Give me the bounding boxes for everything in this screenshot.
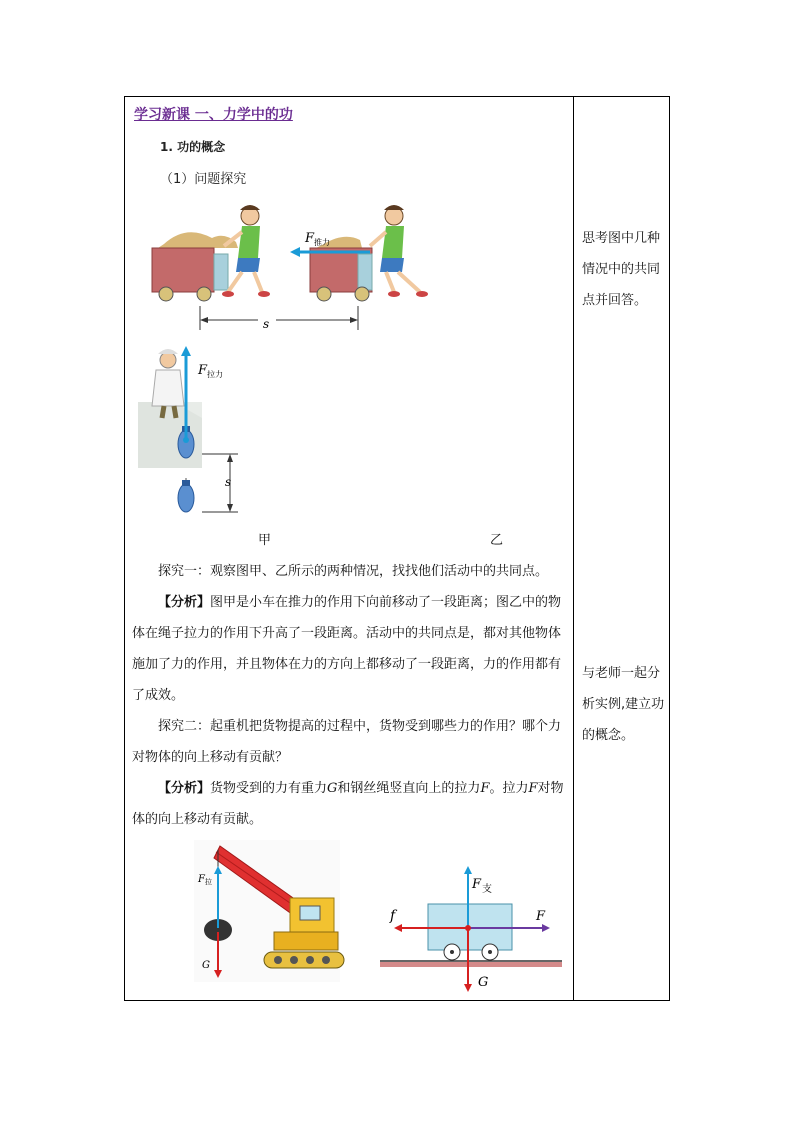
push-force-label: F: [305, 231, 315, 246]
var-g: G: [327, 781, 338, 796]
push-force-arrowhead: [290, 247, 300, 257]
side-note-analyze: 与老师一起分析实例,建立功的概念。: [582, 666, 665, 743]
support-force-label: F: [472, 877, 482, 892]
applied-force-label: F: [536, 909, 546, 924]
caption-right: 乙: [490, 533, 504, 548]
push-force-sub: 推力: [314, 238, 330, 247]
friction-label: f: [390, 908, 396, 924]
side-note-think: 思考图中几种情况中的共同点并回答。: [582, 231, 661, 308]
crane-pull-label: F: [198, 874, 205, 885]
inquiry-subheading: （1）问题探究: [160, 172, 247, 187]
crane-weight-label: G: [202, 960, 210, 971]
var-f2: F: [528, 781, 538, 796]
pull-force-arrowhead: [181, 346, 191, 356]
crane-pull-sub: 拉: [205, 878, 212, 886]
bottle-lower: [178, 484, 194, 512]
inquiry2-question: 探究二：起重机把货物提高的过程中，货物受到哪些力的作用？哪个力对物体的向上移动有贡献？: [132, 719, 562, 765]
section-heading: 学习新课 一、力学中的功: [134, 107, 293, 123]
caption-left: 甲: [258, 533, 272, 548]
inquiry1-analysis-tag: 【分析】: [158, 595, 211, 610]
inquiry2-analysis: [132, 773, 572, 835]
inquiry1-analysis-text: 图甲是小车在推力的作用下向前移动了一段距离；图乙中的物体在绳子拉力的作用下升高了一段距离。活动中的共同点是，都对其他物体施加了力的作用，并且物体在力的方向上都移动了一段距离，力的作用都有了成效。: [132, 595, 562, 703]
pull-force-sub: 拉力: [207, 370, 223, 379]
cart-free-body-diagram: [380, 904, 562, 967]
inquiry2-analysis-part4: 对物体的向上移动有贡献。: [132, 781, 564, 827]
side-column: [574, 96, 670, 1001]
support-force-sub: 支: [482, 884, 492, 895]
concept-subheading: 1. 功的概念: [160, 140, 226, 154]
cart-left: [152, 232, 238, 301]
inquiry2-analysis-tag: 【分析】: [158, 781, 211, 796]
inquiry2-analysis-part3: 。拉力: [489, 781, 529, 796]
inquiry2-analysis-part1: 货物受到的力有重力: [210, 781, 328, 796]
boy-pushing-right: [370, 205, 428, 297]
pull-force-label: F: [198, 363, 208, 378]
lift-distance-label: s: [225, 475, 232, 489]
inquiry-text: [132, 556, 572, 835]
inquiry2-analysis-part2: 和钢丝绳竖直向上的拉力: [337, 781, 481, 796]
inquiry1-question: 探究一：观察图甲、乙所示的两种情况，找找他们活动中的共同点。: [158, 564, 549, 579]
figure-crane-and-cart: [124, 840, 573, 996]
figure-push-and-lift: [124, 196, 573, 546]
var-f: F: [480, 781, 490, 796]
main-column: [124, 96, 573, 1001]
inquiry1-analysis: [132, 587, 572, 711]
distance-label: s: [263, 317, 270, 331]
crane-illustration: [194, 840, 344, 982]
boy-pushing-left: [222, 205, 270, 297]
cart-weight-label: G: [478, 975, 489, 990]
